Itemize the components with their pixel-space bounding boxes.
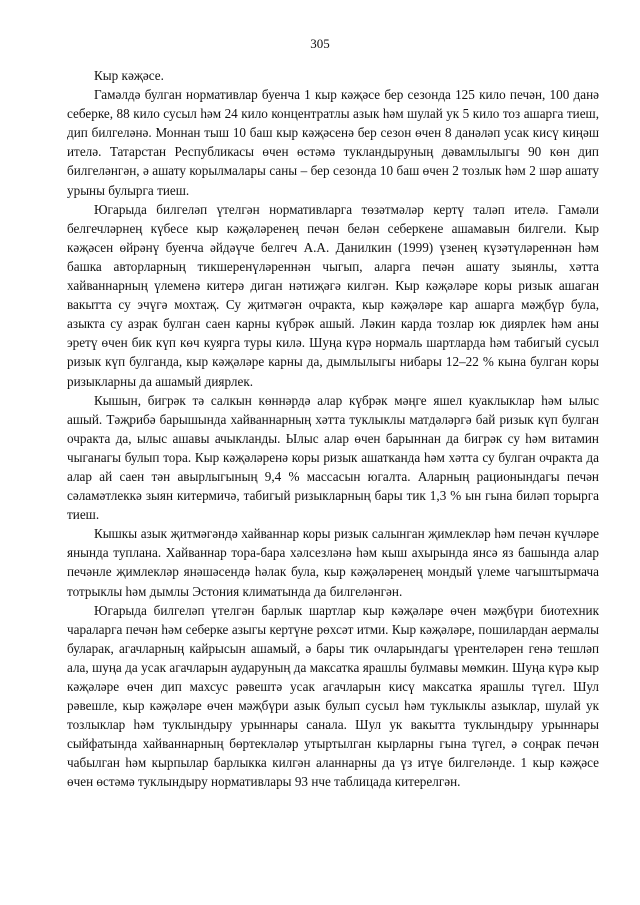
- paragraph-2: Югарыда билгеләп үтелгән нормативларга төзәтмәләр кертү таләп ителә. Гамәли белгечләрнең күбесе кыр кәҗәләренең печән белән себеркене ашамавын билгели. Кыр кәҗәсен өйрәнү буенча әйдәүче белгеч А.А. Данилкин (1999) үзенең күзәтүләреннән һәм башка авторларның тикшеренүләреннән чыгып, аларга печән ашату зыянлы, хәтта хайваннарның үлеменә китерә диган нәтиҗәгә килгән. Кыр кәҗәләре коры ризык ашаган вакытта су эчүгә мохтаҗ. Су җитмәгән очракта, кыр кәҗәләре кар ашарга мәҗбүр була, азыкта су азрак булган саен карны күбрәк ашый. Ләкин карда тозлар юк диярлек һәм аны эретү өчен бик күп көч куярга туры килә. Шуңа күрә нормаль шартларда һәм табигый сусыл ризык күп булганда, кыр кәҗәләре карны да, дымлылыгы нибары 12–22 % кына булган коры ризыкларны да ашамый диярлек.: [67, 201, 599, 389]
- section-heading: Кыр кәҗәсе.: [94, 68, 164, 83]
- text-body: [67, 66, 599, 792]
- page-number: 305: [310, 36, 330, 51]
- paragraph-1: Гамәлдә булган нормативлар буенча 1 кыр кәҗәсе бер сезонда 125 кило печән, 100 данә себерке, 88 кило сусыл һәм 24 кило концентратлы азык һәм шулай ук 5 кило тоз ашарга тиеш, дип билгеләнә. Моннан тыш 10 баш кыр кәҗәсенә бер сезон өчен 8 данәләп усак кисү киңәш ителә. Татарстан Республикасы өчен өстәмә тукландыруның дәвамлылыгы 90 көн дип билгеләнгән, ә ашату корылмалары саны – бер сезонда 10 баш өчен 2 тозлык һәм 2 шәр ашату урыны булырга тиеш.: [67, 87, 599, 198]
- paragraph-3: Кышын, бигрәк тә салкын көннәрдә алар күбрәк мәңге яшел куаклыклар һәм ылыс ашый. Тәҗрибә барышында хайваннарның хәтта туклыклы матдәләргә бай ризык күп булган очракта да, ылыс ашавы ачыкланды. Ылыс алар өчен барыннан да бигрәк су һәм витамин чыганагы булып тора. Кыр кәҗәләренә коры ризык ашатканда һәм хәтта су булган очракта да алар ай саен тән авырлыгының 9,4 % массасын югалта. Аларның рационындагы печән сәламәтлеккә зыян китермичә, табигый ризыкларның бары тик 1,3 % ын гына биләп торырга тиеш.: [67, 392, 599, 523]
- paragraph-4: Кышкы азык җитмәгәндә хайваннар коры ризык салынган җимлекләр һәм печән күчләре янында тупланa. Хайваннар тора-бара хәлсезләнә һәм кыш ахырында янсә яз башында алар печәнле җимлекләр янәшәсендә һәлак була, кыр кәҗәләренең мондый үлеме чагыштырмача тотрыклы һәм дымлы Эстония климатында да билгеләнгән.: [67, 526, 599, 599]
- paragraph-5: Югарыда билгеләп үтелгән барлык шартлар кыр кәҗәләре өчен мәҗбүри биотехник чараларга печән һәм себерке азыгы кертүне рөхсәт итми. Кыр кәҗәләре, пошилардан аермалы буларак, агачларның кайрысын ашамый, ә бары тик очларындагы үрентеләрен генә тешләп ала, шуңа да усак агачларын аударуның да максатка ярашлы булмавы мөмкин. Шуңа күрә кыр кәҗәләре өчен дип махсус рәвештә усак агачларын кисү максатка ярашлы түгел. Шул рәвешле, кыр кәҗәләре өчен мәҗбүри азык булып сусыл һәм туклыклы азыклар, шулай ук тозлыклар һәм туклындыру урыннары санала. Шул ук вакытта туклындыру урыннары сыйфатында хайваннарның бөртекләләр утыртылган кырларны гына түгел, ә соңрак печән чабылган һәм кырпылар барлыкка килгән аланнарны да үз итүе билгеләнде. 1 кыр кәҗәсе өчен өстәмә туклындыру нормативлары 93 нче таблицада китерелгән.: [67, 602, 599, 790]
